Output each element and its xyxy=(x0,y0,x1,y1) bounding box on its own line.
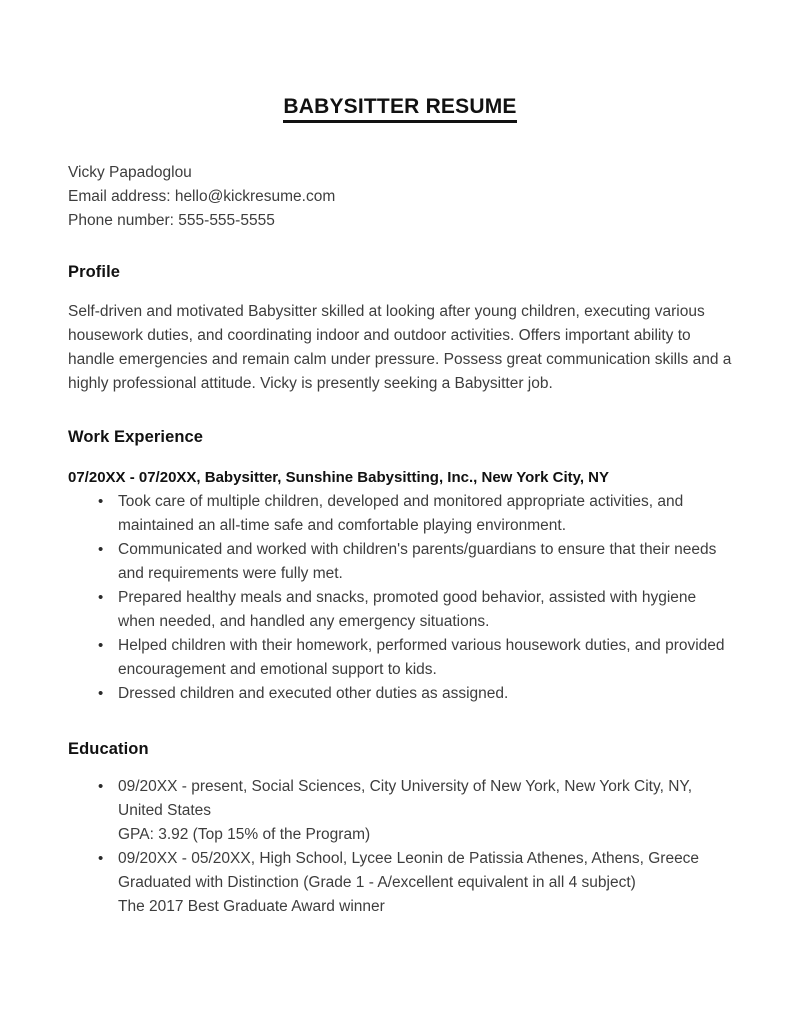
page-title xyxy=(68,0,732,123)
list-item: • Dressed children and executed other duties as assigned. xyxy=(68,682,732,706)
list-item: • Took care of multiple children, developed and monitored appropriate activities, and maintained an all-time safe and comfortable playing environment. xyxy=(68,490,732,538)
education-entry-main: • 09/20XX - 05/20XX, High School, Lycee Leonin de Patissia Athenes, Athens, Greece xyxy=(118,850,700,868)
list-item: • Helped children with their homework, performed various housework duties, and provided encouragement and emotional support to kids. xyxy=(68,634,732,682)
education-entry-detail: Graduated with Distinction (Grade 1 - A/excellent equivalent in all 4 subject) xyxy=(118,874,636,892)
education-entry-detail: GPA: 3.92 (Top 15% of the Program) xyxy=(118,826,371,844)
contact-email: Email address: hello@kickresume.com xyxy=(68,188,336,206)
page-title-text: BABYSITTER RESUME xyxy=(283,95,516,123)
section-heading-profile: Profile xyxy=(68,263,121,282)
list-item xyxy=(68,847,732,919)
education-entry-detail: The 2017 Best Graduate Award winner xyxy=(118,898,385,916)
job-entry-title: 07/20XX - 07/20XX, Babysitter, Sunshine Babysitting, Inc., New York City, NY xyxy=(68,469,610,487)
contact-block xyxy=(68,161,732,233)
section-heading-work-experience: Work Experience xyxy=(68,428,204,447)
contact-phone: Phone number: 555-555-5555 xyxy=(68,212,275,230)
list-item: • Communicated and worked with children's parents/guardians to ensure that their needs and requirements were fully met. xyxy=(68,538,732,586)
profile-paragraph: Self-driven and motivated Babysitter skilled at looking after young children, executing various housework duties, and coordinating indoor and outdoor activities. Offers important ability to handle emergencies and remain calm under pressure. Possess great communication skills and a highly professional attitude. Vicky is presently seeking a Babysitter job. xyxy=(68,303,732,393)
resume-content xyxy=(68,0,732,919)
list-item: • Prepared healthy meals and snacks, promoted good behavior, assisted with hygiene when needed, and handled any emergency situations. xyxy=(68,586,732,634)
candidate-name: Vicky Papadoglou xyxy=(68,164,192,182)
education-bullet-list xyxy=(68,775,732,919)
work-experience-bullet-list xyxy=(68,490,732,706)
list-item xyxy=(68,775,732,847)
education-entry-main: • 09/20XX - present, Social Sciences, City University of New York, New York City, NY, United States xyxy=(118,778,693,820)
section-heading-education: Education xyxy=(68,740,149,759)
